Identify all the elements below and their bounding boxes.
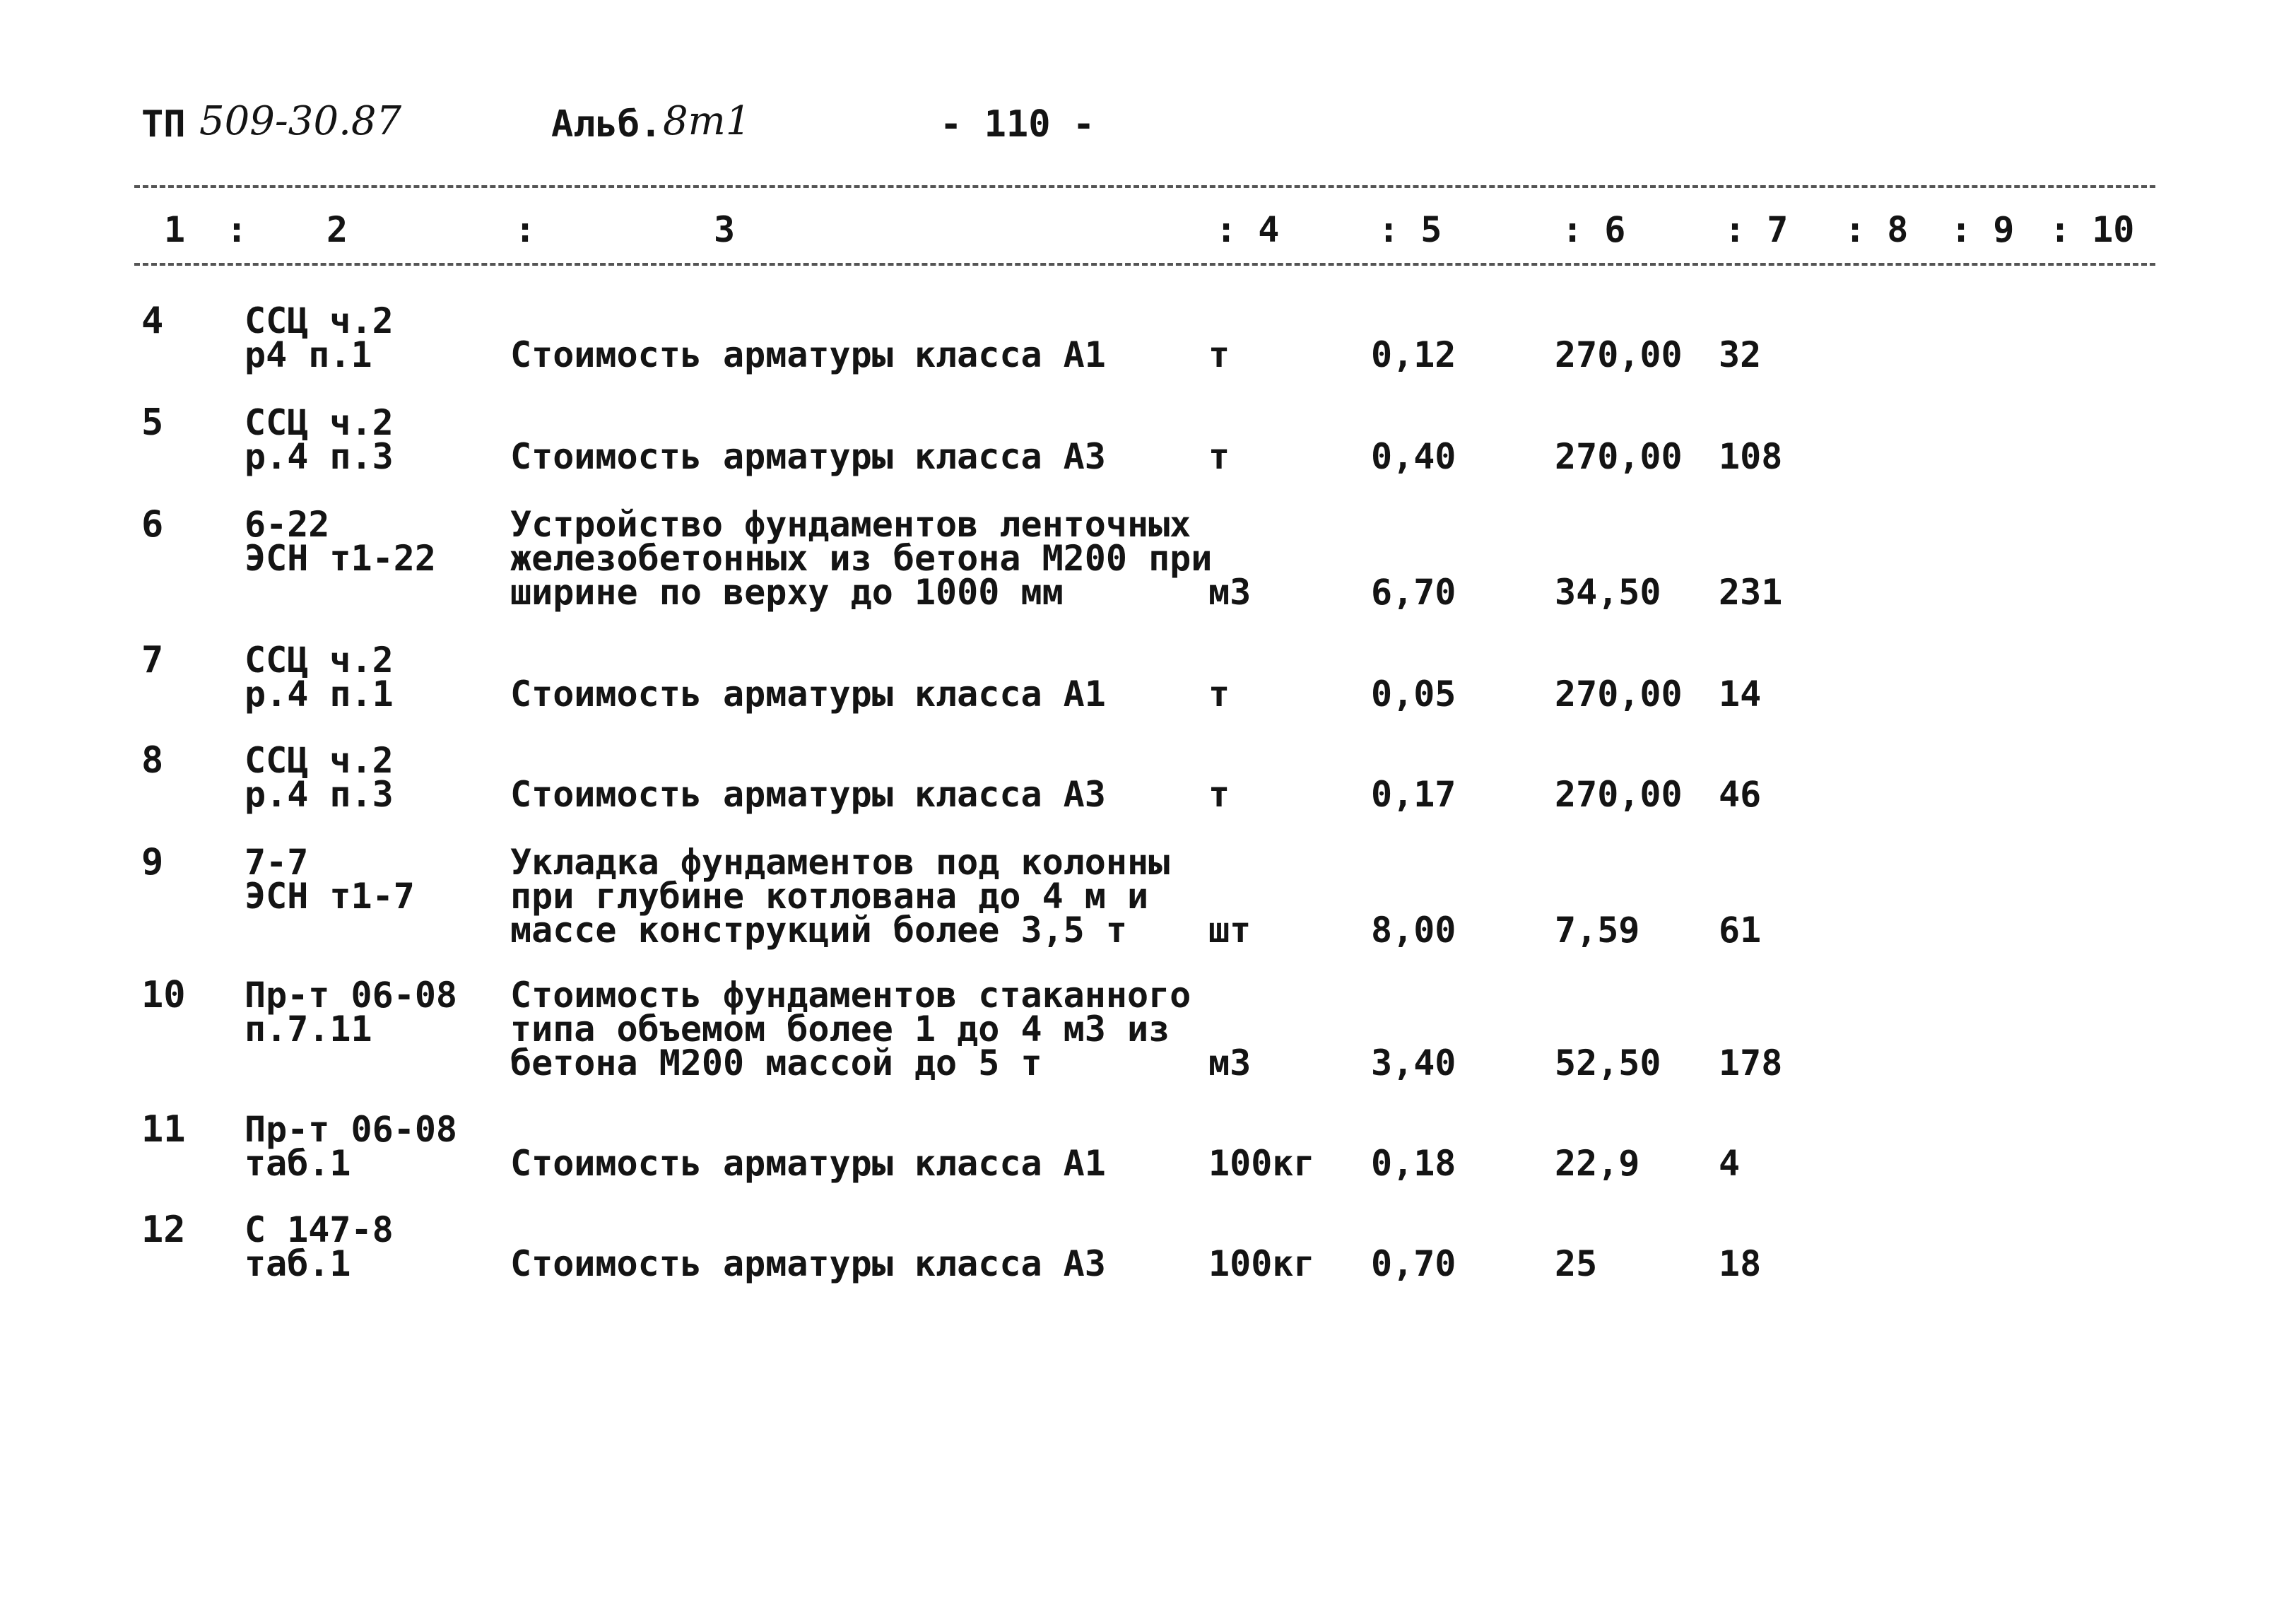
- row-total: 178: [1719, 1043, 1783, 1084]
- row-code-line: ЭСН т1-7: [245, 876, 415, 917]
- row-number: 8: [141, 739, 164, 782]
- row-description-line: Укладка фундаментов под колонны: [510, 842, 1170, 883]
- row-description-line: массе конструкций более 3,5 т: [510, 910, 1127, 951]
- row-total: 108: [1719, 436, 1783, 477]
- row-unit-price: 270,00: [1555, 674, 1683, 715]
- row-unit: 100кг: [1208, 1143, 1315, 1184]
- col-head-9: : 9: [1950, 209, 2015, 250]
- row-number: 6: [141, 503, 164, 546]
- row-quantity: 3,40: [1371, 1043, 1456, 1084]
- row-description-line: при глубине котлована до 4 м и: [510, 876, 1149, 917]
- row-description-line: Стоимость фундаментов стаканного: [510, 975, 1191, 1016]
- row-code-line: ЭСН т1-22: [245, 538, 436, 579]
- row-unit-price: 52,50: [1555, 1043, 1661, 1084]
- row-unit: м3: [1208, 572, 1252, 613]
- col-head-2: 2: [326, 209, 348, 250]
- row-quantity: 8,00: [1371, 910, 1456, 951]
- col-sep-2: :: [514, 209, 536, 250]
- col-head-8: : 8: [1844, 209, 1909, 250]
- row-total: 61: [1719, 910, 1762, 951]
- row-unit-price: 270,00: [1555, 334, 1683, 375]
- album-label: Альб.: [551, 103, 662, 146]
- col-head-4: : 4: [1215, 209, 1280, 250]
- row-unit-price: 22,9: [1555, 1143, 1640, 1184]
- row-unit: т: [1208, 334, 1230, 375]
- col-head-5: : 5: [1378, 209, 1442, 250]
- row-number: 9: [141, 841, 164, 883]
- row-quantity: 0,18: [1371, 1143, 1456, 1184]
- row-description-line: бетона М200 массой до 5 т: [510, 1043, 1042, 1084]
- row-code-line: ССЦ ч.2: [245, 640, 394, 681]
- row-unit-price: 34,50: [1555, 572, 1661, 613]
- row-number: 7: [141, 639, 164, 681]
- page-number: - 110 -: [940, 103, 1095, 146]
- row-quantity: 6,70: [1371, 572, 1456, 613]
- col-head-10: : 10: [2049, 209, 2135, 250]
- row-total: 231: [1719, 572, 1783, 613]
- row-unit: т: [1208, 436, 1230, 477]
- row-code-line: Пр-т 06-08: [245, 1109, 458, 1150]
- row-unit-price: 25: [1555, 1243, 1598, 1284]
- row-code-line: таб.1: [245, 1143, 351, 1184]
- row-unit-price: 270,00: [1555, 774, 1683, 815]
- row-quantity: 0,05: [1371, 674, 1456, 715]
- col-head-3: 3: [714, 209, 736, 250]
- row-code-line: р.4 п.3: [245, 436, 394, 477]
- col-head-1: 1: [164, 209, 186, 250]
- header-bottom-rule: [134, 263, 2155, 266]
- col-head-6: : 6: [1562, 209, 1626, 250]
- row-unit: 100кг: [1208, 1243, 1315, 1284]
- row-code-line: Пр-т 06-08: [245, 975, 458, 1016]
- album-number: 8т1: [663, 98, 751, 144]
- row-unit: т: [1208, 674, 1230, 715]
- row-code-line: таб.1: [245, 1243, 351, 1284]
- row-quantity: 0,70: [1371, 1243, 1456, 1284]
- row-code-line: ССЦ ч.2: [245, 402, 394, 443]
- row-unit-price: 270,00: [1555, 436, 1683, 477]
- col-sep-1: :: [226, 209, 248, 250]
- row-number: 10: [141, 974, 186, 1016]
- row-total: 4: [1719, 1143, 1741, 1184]
- row-unit: т: [1208, 774, 1230, 815]
- row-number: 4: [141, 300, 164, 342]
- col-head-7: : 7: [1724, 209, 1789, 250]
- row-description-line: типа объемом более 1 до 4 м3 из: [510, 1009, 1170, 1050]
- row-unit: шт: [1208, 910, 1252, 951]
- project-prefix: ТП: [141, 103, 186, 146]
- row-unit: м3: [1208, 1043, 1252, 1084]
- row-description-line: железобетонных из бетона М200 при: [510, 538, 1213, 579]
- row-quantity: 0,40: [1371, 436, 1456, 477]
- row-number: 12: [141, 1209, 186, 1251]
- project-code: 509-30.87: [199, 98, 402, 144]
- row-code-line: р4 п.1: [245, 334, 372, 375]
- row-number: 11: [141, 1108, 186, 1151]
- row-description-line: Стоимость арматуры класса А1: [510, 334, 1106, 375]
- row-code-line: п.7.11: [245, 1009, 372, 1050]
- row-code-line: 7-7: [245, 842, 309, 883]
- row-description-line: Стоимость арматуры класса А3: [510, 774, 1106, 815]
- row-description-line: Стоимость арматуры класса А3: [510, 1243, 1106, 1284]
- row-quantity: 0,17: [1371, 774, 1456, 815]
- row-number: 5: [141, 401, 164, 444]
- row-description-line: ширине по верху до 1000 мм: [510, 572, 1064, 613]
- row-total: 46: [1719, 774, 1762, 815]
- row-total: 14: [1719, 674, 1762, 715]
- row-code-line: 6-22: [245, 504, 330, 545]
- row-description-line: Стоимость арматуры класса А1: [510, 674, 1106, 715]
- row-quantity: 0,12: [1371, 334, 1456, 375]
- row-code-line: р.4 п.1: [245, 674, 394, 715]
- row-code-line: р.4 п.3: [245, 774, 394, 815]
- row-description-line: Устройство фундаментов ленточных: [510, 504, 1191, 545]
- row-code-line: С 147-8: [245, 1209, 394, 1250]
- row-description-line: Стоимость арматуры класса А3: [510, 436, 1106, 477]
- row-total: 18: [1719, 1243, 1762, 1284]
- row-unit-price: 7,59: [1555, 910, 1640, 951]
- row-code-line: ССЦ ч.2: [245, 740, 394, 781]
- header-top-rule: [134, 185, 2155, 188]
- row-code-line: ССЦ ч.2: [245, 300, 394, 341]
- row-total: 32: [1719, 334, 1762, 375]
- row-description-line: Стоимость арматуры класса А1: [510, 1143, 1106, 1184]
